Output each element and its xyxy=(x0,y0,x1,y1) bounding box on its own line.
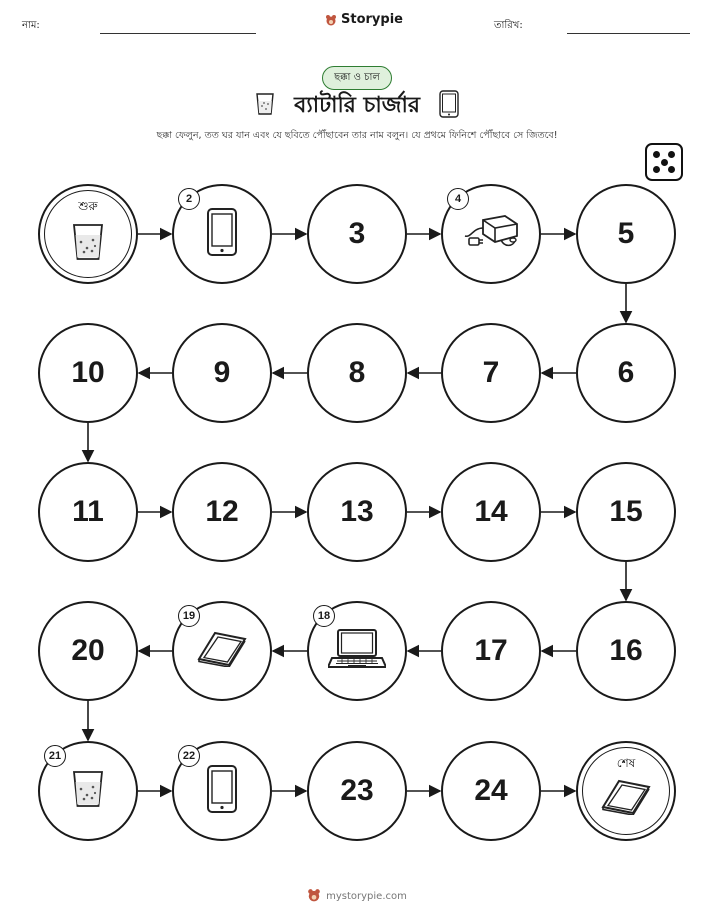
cell-number: 24 xyxy=(474,774,508,807)
board-cell-14 xyxy=(441,462,541,562)
instructions: ছক্কা ফেলুন, তত ঘর যান এবং যে ছবিতে পৌঁছাবেন তার নাম বলুন। যে প্রথমে ফিনিশে পৌঁছাবে সে জিতবে! xyxy=(156,130,558,141)
cell-number: 14 xyxy=(474,495,508,528)
start-cell xyxy=(38,184,138,284)
board-cell-6 xyxy=(576,323,676,423)
cell-number: 8 xyxy=(348,356,366,389)
game-type-badge: ছক্কা ও চাল xyxy=(322,66,392,90)
board-cell-23 xyxy=(307,741,407,841)
cell-number-badge: 4 xyxy=(447,188,469,210)
cell-number: 3 xyxy=(348,217,366,250)
cell-number-badge: 2 xyxy=(178,188,200,210)
board-cell-9 xyxy=(172,323,272,423)
board-cell-18 xyxy=(307,601,407,701)
board-cell-15 xyxy=(576,462,676,562)
ebook-icon xyxy=(601,779,651,819)
board-cell-17 xyxy=(441,601,541,701)
board-cell-2 xyxy=(172,184,272,284)
laptop-icon xyxy=(328,628,386,674)
cell-number: 7 xyxy=(482,356,500,389)
board-cell-24 xyxy=(441,741,541,841)
board-cell-10 xyxy=(38,323,138,423)
board-cell-8 xyxy=(307,323,407,423)
finish-cell xyxy=(576,741,676,841)
cell-number: 12 xyxy=(205,495,239,528)
footer xyxy=(0,888,714,905)
cell-number: 6 xyxy=(617,356,635,389)
cell-number-badge: 18 xyxy=(313,605,335,627)
board-cell-4 xyxy=(441,184,541,284)
cell-number-badge: 19 xyxy=(178,605,200,627)
footer-url[interactable]: mystorypie.com xyxy=(326,891,407,902)
board-cell-13 xyxy=(307,462,407,562)
finish-label: শেষ xyxy=(616,756,636,770)
bear-icon xyxy=(307,888,321,905)
board-cell-3 xyxy=(307,184,407,284)
page-title: ব্যাটারি চার্জার xyxy=(294,93,420,118)
cell-number-badge: 22 xyxy=(178,745,200,767)
cell-number: 16 xyxy=(609,634,643,667)
cell-number: 23 xyxy=(340,774,374,807)
board-cell-16 xyxy=(576,601,676,701)
board-cell-22 xyxy=(172,741,272,841)
board-cell-12 xyxy=(172,462,272,562)
date-label: তারিখ: xyxy=(494,20,523,31)
cell-number: 15 xyxy=(609,495,643,528)
name-label: নাম: xyxy=(22,20,40,31)
brand-name: Storypie xyxy=(341,12,403,27)
glass-icon xyxy=(70,222,106,266)
cell-number: 10 xyxy=(71,356,105,389)
cell-number: 20 xyxy=(71,634,105,667)
charger-icon xyxy=(461,214,521,254)
cell-number: 9 xyxy=(213,356,231,389)
board-cell-19 xyxy=(172,601,272,701)
board-cell-20 xyxy=(38,601,138,701)
cell-number-badge: 21 xyxy=(44,745,66,767)
tablet-icon xyxy=(205,764,239,818)
cell-number: 13 xyxy=(340,495,374,528)
board-cell-7 xyxy=(441,323,541,423)
cell-number: 5 xyxy=(617,217,635,250)
board-cell-5 xyxy=(576,184,676,284)
board-cell-11 xyxy=(38,462,138,562)
tablet-icon xyxy=(205,207,239,261)
cell-number: 11 xyxy=(72,495,104,528)
board-cell-21 xyxy=(38,741,138,841)
glass-icon xyxy=(70,769,106,813)
ebook-icon xyxy=(197,631,247,671)
cell-number: 17 xyxy=(474,634,508,667)
start-label: শুরু xyxy=(78,199,98,213)
